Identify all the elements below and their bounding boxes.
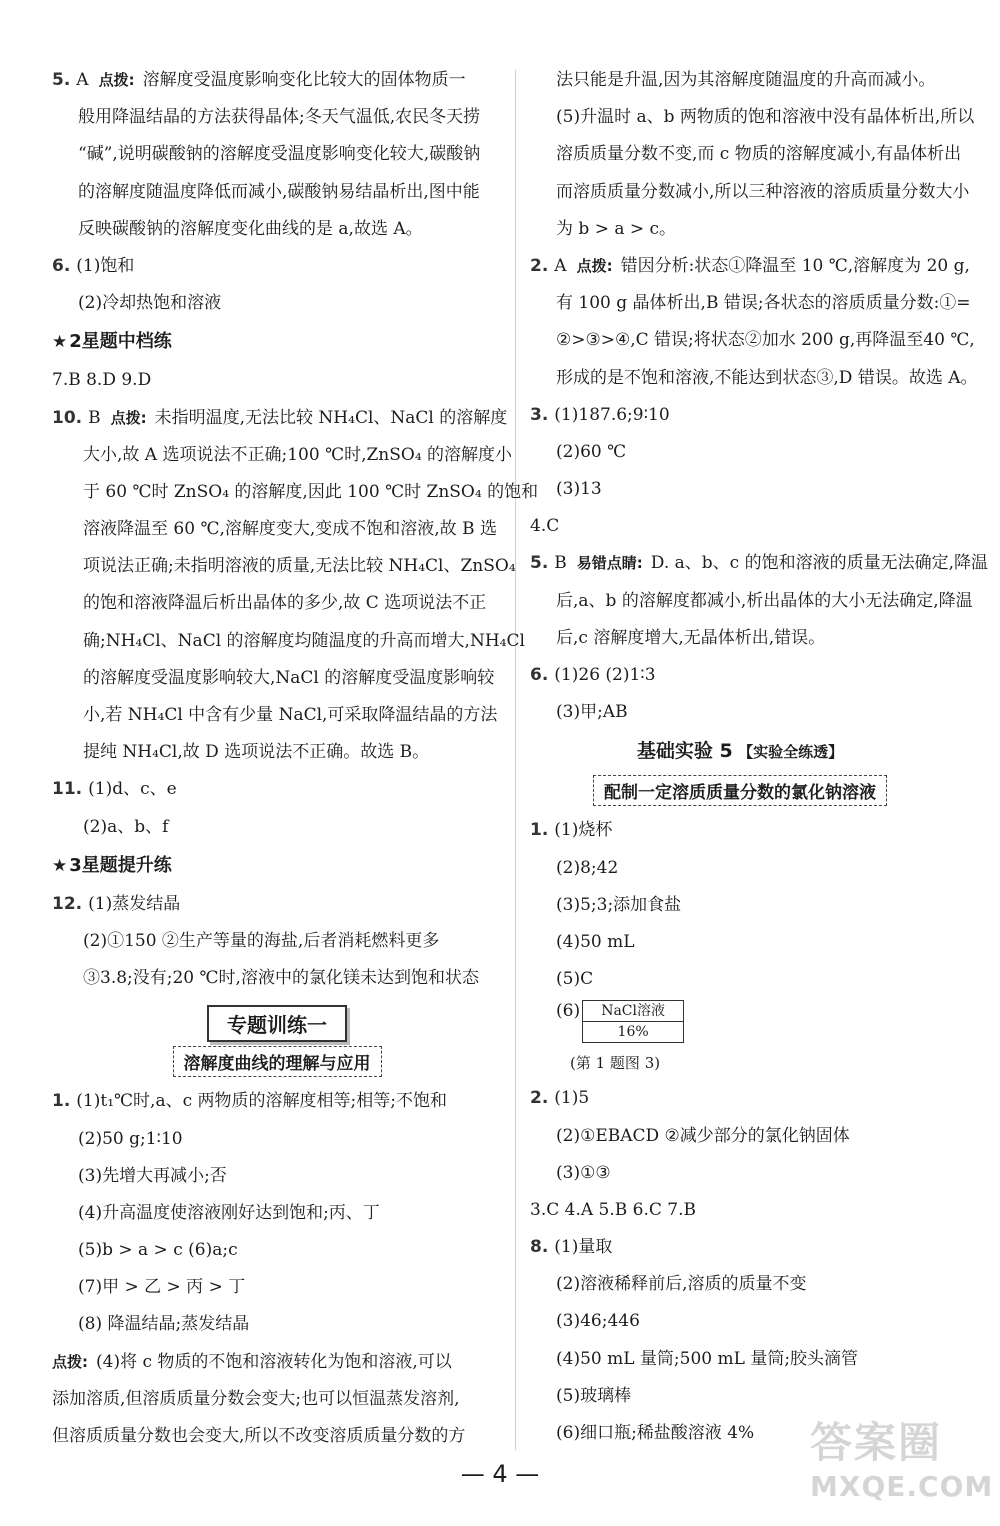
q5-number: 5.	[52, 70, 71, 90]
hint-tag: 点拨:	[110, 408, 147, 427]
t1-hint-6: 溶质质量分数不变,而 c 物质的溶解度减小,有晶体析出	[556, 144, 962, 165]
q10-number: 10.	[52, 407, 83, 428]
e2-number: 2.	[530, 1088, 549, 1109]
q12-part-3: ③3.8;没有;20 ℃时,溶液中的氯化镁未达到饱和状态	[83, 968, 479, 989]
t1-part-3: (3)先增大再减小;否	[78, 1165, 227, 1186]
experiment-topic: 配制一定溶质质量分数的氯化钠溶液	[593, 775, 887, 806]
t1-hint-4: 法只能是升温,因为其溶解度随温度的升高而减小。	[556, 70, 936, 90]
watermark-chars: 答案圈	[810, 1418, 943, 1467]
q3-number: 3.	[530, 404, 549, 425]
q12-part-2: (2)①150 ②生产等量的海盐,后者消耗燃料更多	[83, 930, 440, 951]
q5-text-4: 的溶解度随温度降低而减小,碳酸钠易结晶析出,图中能	[78, 181, 480, 202]
section-3-title: 3星题提升练	[69, 854, 172, 876]
q10-text-1: 未指明温度,无法比较 NH₄Cl、NaCl 的溶解度	[154, 407, 508, 428]
t1-part-5: (5)b > a > c (6)a;c	[78, 1240, 238, 1261]
q11-number: 11.	[52, 779, 83, 800]
q5-text-2: 般用降温结晶的方法获得晶体;冬天气温低,农民冬天捞	[78, 107, 481, 128]
t1-part-4: (4)升高温度使溶液刚好达到饱和;丙、丁	[78, 1202, 380, 1223]
q2-text-1: 错因分析:状态①降温至 10 ℃,溶解度为 20 g,	[620, 255, 970, 276]
q11-part-1: (1)d、c、e	[88, 779, 177, 800]
topic-subtitle: 溶解度曲线的理解与应用	[173, 1046, 382, 1077]
q2-number: 2.	[530, 255, 549, 276]
q4-answer: 4.C	[530, 516, 560, 537]
t1-hint-line	[52, 1344, 502, 1381]
q6r-number: 6.	[530, 665, 549, 685]
section-3-star	[52, 846, 502, 886]
q7-9-answers: 7.B 8.D 9.D	[52, 370, 152, 391]
e2-part-3: (3)①③	[556, 1162, 611, 1183]
q10-text-4: 溶液降温至 60 ℃,溶解度变大,变成不饱和溶液,故 B 选	[83, 519, 497, 540]
experiment-title	[530, 731, 950, 771]
q10-line	[52, 400, 508, 437]
q10-text-8: 的溶解度受温度影响较大,NaCl 的溶解度受温度影响较	[83, 667, 495, 688]
q10-text-7: 确;NH₄Cl、NaCl 的溶解度均随温度的升高而增大,NH₄Cl	[83, 630, 525, 651]
q5r-answer: B	[554, 553, 567, 574]
e1-part-4: (4)50 mL	[556, 931, 635, 952]
hint-tag: 点拨:	[98, 71, 135, 89]
q6r-line	[530, 657, 950, 694]
e8-part-6: (6)细口瓶;稀盐酸溶液 4%	[556, 1423, 755, 1443]
q5-answer: A	[76, 70, 89, 90]
t1-hint-3: 但溶质质量分数也会变大,所以不改变溶质质量分数的方	[52, 1426, 466, 1446]
hint-tag: 点拨:	[576, 256, 613, 275]
q12-part-1: (1)蒸发结晶	[88, 893, 181, 914]
topic-subtitle-box	[52, 1046, 502, 1077]
section-2-title: 2星题中档练	[69, 331, 172, 353]
e1-part-6-label: (6)	[556, 1001, 581, 1022]
e1-part-2: (2)8;42	[556, 857, 619, 878]
q10-text-3: 于 60 ℃时 ZnSO₄ 的溶解度,因此 100 ℃时 ZnSO₄ 的饱和	[83, 481, 539, 502]
e2-part-1: (1)5	[554, 1088, 590, 1109]
e8-part-3: (3)46;446	[556, 1311, 640, 1332]
q3-part-1: (1)187.6;9∶10	[554, 404, 670, 425]
watermark-logo	[810, 1410, 995, 1522]
error-tag: 易错点睛:	[576, 554, 643, 573]
section-2-star	[52, 322, 502, 362]
right-column	[530, 62, 988, 1452]
e1-part-1: (1)烧杯	[554, 820, 613, 841]
e1-line	[530, 812, 950, 849]
q5-text-5: 反映碳酸钠的溶解度变化曲线的是 a,故选 A。	[78, 218, 423, 239]
t1-part-1: (1)t₁℃时,a、c 两物质的溶解度相等;相等;不饱和	[76, 1091, 447, 1112]
q10-text-5: 项说法正确;未指明溶液的质量,无法比较 NH₄Cl、ZnSO₄	[83, 556, 516, 577]
watermark-site: MXQE.COM	[810, 1470, 994, 1503]
label-solution-name: NaCl溶液	[601, 1003, 665, 1020]
t1-part-2: (2)50 g;1∶10	[78, 1128, 183, 1149]
q5r-text-2: 后,a、b 的溶解度都减小,析出晶体的大小无法确定,降温	[556, 590, 973, 611]
t1-hint-1: (4)将 c 物质的不饱和溶液转化为饱和溶液,可以	[96, 1351, 452, 1372]
e8-part-4: (4)50 mL 量筒;500 mL 量筒;胶头滴管	[556, 1348, 859, 1369]
q2-answer: A	[554, 255, 567, 276]
q5r-line	[530, 545, 988, 582]
reagent-label-card	[582, 1000, 684, 1043]
topic-title: 专题训练一	[207, 1005, 347, 1042]
q11-part-2: (2)a、b、f	[83, 816, 169, 837]
q10-text-10: 提纯 NH₄Cl,故 D 选项说法不正确。故选 B。	[83, 742, 430, 763]
q10-text-6: 的饱和溶液降温后析出晶体的多少,故 C 选项说法不正	[83, 593, 487, 614]
q10-text-2: 大小,故 A 选项说法不正确;100 ℃时,ZnSO₄ 的溶解度小	[83, 444, 513, 465]
q10-text-9: 小,若 NH₄Cl 中含有少量 NaCl,可采取降温结晶的方法	[83, 705, 498, 725]
q3-part-3: (3)13	[556, 479, 602, 500]
q6-part-1: (1)饱和	[76, 255, 135, 276]
star-icon: ★	[52, 855, 68, 876]
q6-line	[52, 248, 502, 285]
q5-text-1: 溶解度受温度影响变化比较大的固体物质一	[142, 70, 466, 90]
q3-line	[530, 397, 950, 434]
e3-7-answers: 3.C 4.A 5.B 6.C 7.B	[530, 1199, 696, 1220]
e2-part-2: (2)①EBACD ②减少部分的氯化钠固体	[556, 1125, 850, 1146]
e8-line	[530, 1229, 950, 1266]
q12-line	[52, 886, 502, 923]
e1-part-5: (5)C	[556, 969, 594, 990]
q2-text-3: ②>③>④,C 错误;将状态②加水 200 g,再降温至40 ℃,	[556, 330, 975, 351]
star-icon: ★	[52, 332, 68, 353]
q11-line	[52, 771, 502, 808]
t1-number: 1.	[52, 1091, 71, 1112]
q2-line	[530, 248, 970, 285]
left-column	[52, 62, 539, 1455]
q5r-number: 5.	[530, 553, 549, 574]
e8-part-2: (2)溶液稀释前后,溶质的质量不变	[556, 1274, 807, 1295]
q3-part-2: (2)60 ℃	[556, 441, 627, 462]
e2-line	[530, 1080, 950, 1117]
q2-text-4: 形成的是不饱和溶液,不能达到状态③,D 错误。故选 A。	[556, 367, 978, 388]
e8-part-1: (1)量取	[554, 1237, 613, 1258]
q5-text-3: “碱”,说明碳酸钠的溶解度受温度影响变化较大,碳酸钠	[78, 144, 481, 165]
q5r-text-1: D. a、b、c 的饱和溶液的质量无法确定,降温	[650, 553, 988, 574]
e8-part-5: (5)玻璃棒	[556, 1385, 632, 1406]
experiment-topic-box	[530, 775, 950, 806]
q5r-text-3: 后,c 溶解度增大,无晶体析出,错误。	[556, 627, 826, 648]
q10-answer: B	[88, 407, 101, 428]
q2-text-2: 有 100 g 晶体析出,B 错误;各状态的溶质质量分数:①=	[556, 293, 971, 314]
q5-line	[52, 62, 502, 99]
t1-line	[52, 1083, 502, 1120]
q12-number: 12.	[52, 893, 83, 914]
experiment-main-title: 基础实验 5	[636, 740, 733, 763]
column-divider	[515, 70, 516, 1450]
q6-part-2: (2)冷却热饱和溶液	[78, 293, 222, 314]
e1-part-3: (3)5;3;添加食盐	[556, 894, 682, 915]
label-concentration: 16%	[583, 1021, 683, 1042]
e1-number: 1.	[530, 820, 549, 841]
topic-title-box	[52, 1005, 502, 1042]
q6r-part-2: (3)甲;AB	[556, 702, 628, 723]
q6-number: 6.	[52, 255, 71, 276]
t1-hint-2: 添加溶质,但溶质质量分数会变大;也可以恒温蒸发溶剂,	[52, 1388, 460, 1409]
e1-part-6	[530, 998, 950, 1046]
t1-hint-8: 为 b > a > c。	[556, 218, 677, 239]
e8-number: 8.	[530, 1237, 549, 1258]
hint-tag: 点拨:	[52, 1352, 88, 1371]
q6r-part-1: (1)26 (2)1∶3	[554, 665, 656, 685]
figure-caption: (第 1 题图 3)	[570, 1054, 661, 1073]
experiment-subtitle: 【实验全练透】	[738, 743, 844, 762]
t1-part-7: (7)甲 > 乙 > 丙 > 丁	[78, 1277, 246, 1298]
t1-hint-5: (5)升温时 a、b 两物质的饱和溶液中没有晶体析出,所以	[556, 107, 975, 128]
t1-hint-7: 而溶质质量分数减小,所以三种溶液的溶质质量分数大小	[556, 181, 970, 202]
page-number: — 4 —	[460, 1460, 540, 1488]
t1-part-8: (8) 降温结晶;蒸发结晶	[78, 1314, 250, 1335]
